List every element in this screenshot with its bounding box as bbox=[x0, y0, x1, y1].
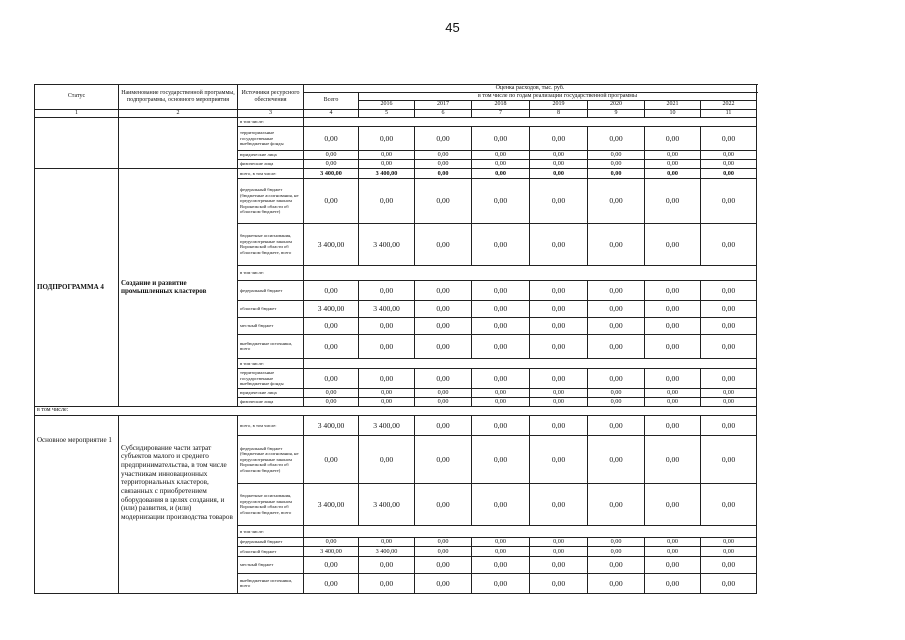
source-cell: в том числе: bbox=[238, 117, 304, 126]
year-value: 0,00 bbox=[645, 168, 701, 178]
source-cell: федеральный бюджет (бюджетные ассигнования, не предусмотренные законом Воронежской области об областном бюджете) bbox=[238, 178, 304, 223]
year-value: 0,00 bbox=[472, 483, 530, 525]
year-value: 0,00 bbox=[472, 415, 530, 435]
year-value: 0,00 bbox=[530, 317, 588, 334]
year-value: 0,00 bbox=[359, 126, 415, 150]
year-value: 0,00 bbox=[588, 483, 645, 525]
source-cell: всего, в том числе: bbox=[238, 168, 304, 178]
year-value: 0,00 bbox=[472, 537, 530, 546]
year-value: 0,00 bbox=[415, 150, 472, 159]
total-value: 0,00 bbox=[304, 280, 359, 300]
year-value: 0,00 bbox=[645, 317, 701, 334]
year-value: 0,00 bbox=[588, 415, 645, 435]
year-value: 0,00 bbox=[415, 388, 472, 397]
year-value: 0,00 bbox=[645, 537, 701, 546]
year-value: 0,00 bbox=[645, 388, 701, 397]
year-value: 0,00 bbox=[588, 435, 645, 483]
year-value: 0,00 bbox=[472, 573, 530, 593]
year-value: 0,00 bbox=[415, 300, 472, 317]
empty-cell bbox=[304, 117, 757, 126]
year-value: 0,00 bbox=[472, 300, 530, 317]
year-value: 0,00 bbox=[530, 537, 588, 546]
year-value: 0,00 bbox=[530, 126, 588, 150]
source-cell: областной бюджет bbox=[238, 546, 304, 556]
year-value: 0,00 bbox=[530, 168, 588, 178]
year-value: 0,00 bbox=[588, 334, 645, 358]
total-value: 0,00 bbox=[304, 159, 359, 168]
year-value: 0,00 bbox=[415, 435, 472, 483]
total-value: 0,00 bbox=[304, 150, 359, 159]
total-value: 3 400,00 bbox=[304, 168, 359, 178]
year-value: 0,00 bbox=[588, 168, 645, 178]
year-value: 0,00 bbox=[645, 415, 701, 435]
year-value: 0,00 bbox=[415, 223, 472, 265]
total-value: 3 400,00 bbox=[304, 546, 359, 556]
total-value: 3 400,00 bbox=[304, 415, 359, 435]
year-value: 0,00 bbox=[530, 397, 588, 406]
name-cell: Субсидирование части затрат субъектов малого и среднего предпринимательства, в том числе участникам инновационных территориальных кластеров, связанных с приобретением оборудования в целях создания, и (или) развития, и (или) модернизации производства товаров bbox=[119, 415, 238, 593]
source-cell: территориальные государственные внебюджетные фонды bbox=[238, 126, 304, 150]
empty-cell bbox=[304, 525, 757, 537]
total-value: 0,00 bbox=[304, 368, 359, 388]
year-value: 0,00 bbox=[415, 334, 472, 358]
year-value: 0,00 bbox=[359, 150, 415, 159]
source-cell: федеральный бюджет (бюджетные ассигнования, не предусмотренные законом Воронежской области об областном бюджете) bbox=[238, 435, 304, 483]
year-value: 0,00 bbox=[415, 178, 472, 223]
year-value: 0,00 bbox=[530, 388, 588, 397]
year-value: 0,00 bbox=[588, 368, 645, 388]
year-value: 0,00 bbox=[701, 168, 757, 178]
source-cell: юридические лица bbox=[238, 150, 304, 159]
total-value: 3 400,00 bbox=[304, 300, 359, 317]
year-value: 0,00 bbox=[530, 150, 588, 159]
year-value: 0,00 bbox=[645, 483, 701, 525]
column-number: 1 bbox=[35, 109, 119, 117]
total-value: 0,00 bbox=[304, 556, 359, 573]
name-cell: Создание и развитие промышленных кластеров bbox=[119, 168, 238, 406]
year-value: 0,00 bbox=[645, 300, 701, 317]
total-value: 0,00 bbox=[304, 537, 359, 546]
year-header-2016: 2016 bbox=[359, 101, 415, 109]
year-value: 0,00 bbox=[645, 178, 701, 223]
year-value: 0,00 bbox=[701, 415, 757, 435]
year-header-2020: 2020 bbox=[588, 101, 645, 109]
year-value: 0,00 bbox=[530, 573, 588, 593]
table-row bbox=[35, 415, 757, 435]
source-cell: областной бюджет bbox=[238, 300, 304, 317]
year-value: 0,00 bbox=[415, 317, 472, 334]
year-value: 0,00 bbox=[472, 435, 530, 483]
year-value: 0,00 bbox=[588, 280, 645, 300]
year-value: 0,00 bbox=[588, 317, 645, 334]
year-value: 0,00 bbox=[359, 280, 415, 300]
year-value: 0,00 bbox=[701, 334, 757, 358]
year-value: 0,00 bbox=[645, 334, 701, 358]
year-value: 0,00 bbox=[472, 159, 530, 168]
year-value: 0,00 bbox=[701, 300, 757, 317]
header-estimate: Оценка расходов, тыс. руб. bbox=[304, 85, 757, 93]
year-value: 0,00 bbox=[530, 280, 588, 300]
total-value: 0,00 bbox=[304, 397, 359, 406]
empty-cell bbox=[304, 265, 757, 280]
year-value: 0,00 bbox=[645, 556, 701, 573]
year-value: 0,00 bbox=[701, 537, 757, 546]
year-value: 0,00 bbox=[588, 126, 645, 150]
year-value: 0,00 bbox=[588, 223, 645, 265]
year-value: 0,00 bbox=[645, 546, 701, 556]
source-cell: в том числе: bbox=[238, 525, 304, 537]
source-cell: в том числе: bbox=[238, 358, 304, 368]
year-value: 0,00 bbox=[588, 546, 645, 556]
table-header bbox=[35, 85, 757, 118]
total-value: 3 400,00 bbox=[304, 223, 359, 265]
year-value: 3 400,00 bbox=[359, 483, 415, 525]
year-value: 0,00 bbox=[359, 435, 415, 483]
empty-cell bbox=[304, 358, 757, 368]
table-row bbox=[35, 168, 757, 178]
source-cell: в том числе: bbox=[238, 265, 304, 280]
header-name: Наименование государственной программы, подпрограммы, основного мероприятия bbox=[119, 85, 238, 110]
year-value: 0,00 bbox=[530, 334, 588, 358]
year-value: 0,00 bbox=[415, 483, 472, 525]
year-value: 0,00 bbox=[645, 368, 701, 388]
header-by-years: в том числе по годам реализации государственной программы bbox=[359, 93, 757, 101]
year-header-2017: 2017 bbox=[415, 101, 472, 109]
source-cell: всего, в том числе: bbox=[238, 415, 304, 435]
year-value: 0,00 bbox=[530, 483, 588, 525]
year-value: 0,00 bbox=[588, 537, 645, 546]
year-value: 3 400,00 bbox=[359, 168, 415, 178]
year-value: 0,00 bbox=[530, 368, 588, 388]
header-status: Статус bbox=[35, 85, 119, 110]
year-header-2018: 2018 bbox=[472, 101, 530, 109]
year-header-2019: 2019 bbox=[530, 101, 588, 109]
year-value: 0,00 bbox=[472, 223, 530, 265]
year-value: 0,00 bbox=[415, 126, 472, 150]
source-cell: федеральный бюджет bbox=[238, 537, 304, 546]
year-value: 0,00 bbox=[472, 546, 530, 556]
year-value: 0,00 bbox=[588, 388, 645, 397]
year-value: 0,00 bbox=[701, 178, 757, 223]
year-value: 0,00 bbox=[472, 178, 530, 223]
year-value: 0,00 bbox=[415, 415, 472, 435]
year-value: 0,00 bbox=[645, 280, 701, 300]
year-value: 0,00 bbox=[415, 556, 472, 573]
year-value: 0,00 bbox=[701, 280, 757, 300]
year-value: 0,00 bbox=[415, 546, 472, 556]
section-separator: в том числе: bbox=[35, 406, 757, 415]
year-value: 0,00 bbox=[588, 178, 645, 223]
year-value: 0,00 bbox=[588, 150, 645, 159]
year-value: 0,00 bbox=[415, 168, 472, 178]
column-number: 7 bbox=[472, 109, 530, 117]
source-cell: юридические лица bbox=[238, 388, 304, 397]
year-value: 0,00 bbox=[359, 556, 415, 573]
year-value: 3 400,00 bbox=[359, 546, 415, 556]
expense-table bbox=[34, 84, 757, 594]
year-value: 0,00 bbox=[530, 159, 588, 168]
year-value: 0,00 bbox=[645, 573, 701, 593]
year-value: 0,00 bbox=[359, 317, 415, 334]
year-value: 0,00 bbox=[472, 150, 530, 159]
year-value: 0,00 bbox=[588, 556, 645, 573]
year-value: 0,00 bbox=[415, 368, 472, 388]
year-value: 0,00 bbox=[472, 280, 530, 300]
year-value: 0,00 bbox=[701, 223, 757, 265]
status-cell bbox=[35, 117, 119, 168]
total-value: 0,00 bbox=[304, 388, 359, 397]
year-value: 0,00 bbox=[588, 300, 645, 317]
total-value: 0,00 bbox=[304, 317, 359, 334]
source-cell: физические лица bbox=[238, 397, 304, 406]
header-sources: Источники ресурсного обеспечения bbox=[238, 85, 304, 110]
year-value: 0,00 bbox=[701, 388, 757, 397]
year-value: 0,00 bbox=[359, 334, 415, 358]
column-number: 3 bbox=[238, 109, 304, 117]
year-value: 0,00 bbox=[472, 334, 530, 358]
year-header-2022: 2022 bbox=[701, 101, 757, 109]
year-value: 0,00 bbox=[701, 435, 757, 483]
year-value: 0,00 bbox=[645, 150, 701, 159]
header-total: Всего bbox=[304, 93, 359, 109]
column-number: 2 bbox=[119, 109, 238, 117]
year-value: 0,00 bbox=[359, 388, 415, 397]
total-value: 0,00 bbox=[304, 573, 359, 593]
year-value: 0,00 bbox=[701, 126, 757, 150]
source-cell: бюджетные ассигнования, предусмотренные законом Воронежской области об областном бюджете, всего bbox=[238, 483, 304, 525]
source-cell: федеральный бюджет bbox=[238, 280, 304, 300]
year-value: 3 400,00 bbox=[359, 415, 415, 435]
total-value: 0,00 bbox=[304, 435, 359, 483]
year-value: 0,00 bbox=[472, 368, 530, 388]
year-value: 0,00 bbox=[701, 368, 757, 388]
source-cell: территориальные государственные внебюджетные фонды bbox=[238, 368, 304, 388]
year-value: 0,00 bbox=[645, 223, 701, 265]
year-value: 0,00 bbox=[472, 126, 530, 150]
source-cell: физические лица bbox=[238, 159, 304, 168]
year-value: 0,00 bbox=[530, 223, 588, 265]
year-value: 0,00 bbox=[701, 150, 757, 159]
year-value: 0,00 bbox=[472, 556, 530, 573]
year-value: 0,00 bbox=[530, 300, 588, 317]
year-value: 0,00 bbox=[472, 388, 530, 397]
total-value: 0,00 bbox=[304, 178, 359, 223]
year-value: 0,00 bbox=[359, 573, 415, 593]
year-value: 0,00 bbox=[701, 317, 757, 334]
status-cell: ПОДПРОГРАММА 4 bbox=[35, 168, 119, 406]
source-cell: внебюджетные источники, всего bbox=[238, 573, 304, 593]
year-value: 0,00 bbox=[645, 435, 701, 483]
year-value: 0,00 bbox=[359, 368, 415, 388]
column-number: 4 bbox=[304, 109, 359, 117]
year-value: 0,00 bbox=[415, 159, 472, 168]
source-cell: местный бюджет bbox=[238, 556, 304, 573]
year-value: 3 400,00 bbox=[359, 223, 415, 265]
year-value: 0,00 bbox=[701, 556, 757, 573]
table-row bbox=[35, 117, 757, 126]
name-cell bbox=[119, 117, 238, 168]
year-value: 0,00 bbox=[530, 415, 588, 435]
source-cell: бюджетные ассигнования, предусмотренные законом Воронежской области об областном бюджете, всего bbox=[238, 223, 304, 265]
year-value: 0,00 bbox=[701, 159, 757, 168]
column-number: 10 bbox=[645, 109, 701, 117]
year-value: 0,00 bbox=[472, 397, 530, 406]
year-value: 0,00 bbox=[645, 397, 701, 406]
year-value: 0,00 bbox=[701, 483, 757, 525]
year-value: 0,00 bbox=[588, 159, 645, 168]
table-body bbox=[35, 117, 757, 593]
year-value: 0,00 bbox=[359, 159, 415, 168]
year-header-2021: 2021 bbox=[645, 101, 701, 109]
year-value: 0,00 bbox=[588, 397, 645, 406]
year-value: 0,00 bbox=[645, 159, 701, 168]
year-value: 0,00 bbox=[359, 537, 415, 546]
total-value: 0,00 bbox=[304, 126, 359, 150]
year-value: 0,00 bbox=[359, 397, 415, 406]
source-cell: внебюджетные источники, всего bbox=[238, 334, 304, 358]
column-number: 5 bbox=[359, 109, 415, 117]
year-value: 0,00 bbox=[701, 397, 757, 406]
total-value: 0,00 bbox=[304, 334, 359, 358]
page-number: 45 bbox=[445, 20, 460, 35]
year-value: 0,00 bbox=[645, 126, 701, 150]
status-cell: Основное мероприятие 1 bbox=[35, 415, 119, 593]
year-value: 0,00 bbox=[530, 556, 588, 573]
year-value: 0,00 bbox=[359, 178, 415, 223]
column-number: 6 bbox=[415, 109, 472, 117]
year-value: 0,00 bbox=[701, 573, 757, 593]
year-value: 0,00 bbox=[415, 573, 472, 593]
year-value: 3 400,00 bbox=[359, 300, 415, 317]
source-cell: местный бюджет bbox=[238, 317, 304, 334]
year-value: 0,00 bbox=[530, 178, 588, 223]
year-value: 0,00 bbox=[530, 435, 588, 483]
year-value: 0,00 bbox=[472, 168, 530, 178]
year-value: 0,00 bbox=[415, 537, 472, 546]
year-value: 0,00 bbox=[530, 546, 588, 556]
year-value: 0,00 bbox=[415, 280, 472, 300]
year-value: 0,00 bbox=[415, 397, 472, 406]
column-number: 8 bbox=[530, 109, 588, 117]
column-number: 9 bbox=[588, 109, 645, 117]
total-value: 3 400,00 bbox=[304, 483, 359, 525]
year-value: 0,00 bbox=[588, 573, 645, 593]
year-value: 0,00 bbox=[701, 546, 757, 556]
year-value: 0,00 bbox=[472, 317, 530, 334]
column-number: 11 bbox=[701, 109, 757, 117]
